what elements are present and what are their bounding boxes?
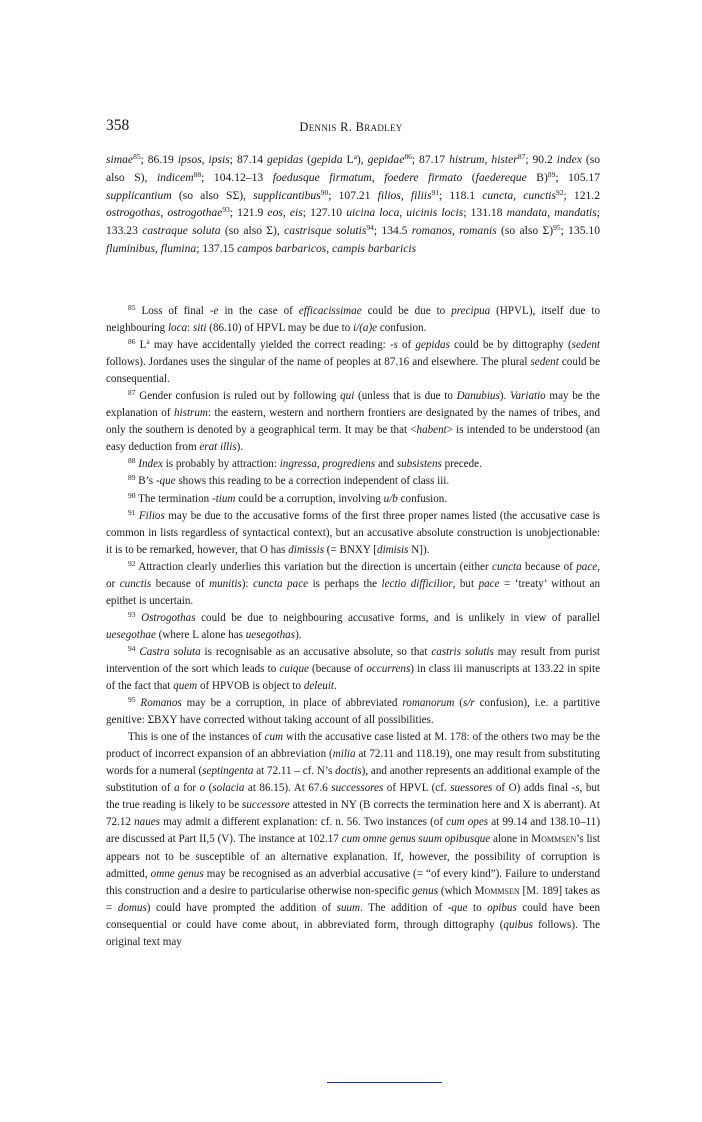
footnote: $^{94}$ Castra soluta is recognisable as an accusative absolute, so that castris solutis may result from purist intervention of the sort which leads to cuique (because of occurrens) in class iii manuscripts at 133.22 in spite of the fact that quem of HPVOB is object to deleuit. (106, 643, 600, 693)
footnote: $^{89}$ B’s -que shows this reading to be a correction independent of class iii. (128, 473, 450, 488)
footnotes (106, 303, 600, 951)
footnote: $^{91}$ Filios may be due to the accusative forms of the first three proper names listed (the accusative case is common in lists regardless of syntactical context), but an accusative absolute construction is unobjectionable: it is to be remarked, however, that O has dimissis (= BNXY [dimisis N]). (106, 507, 600, 556)
footnote: $^{93}$ Ostrogothas could be due to neighbouring accusative forms, and is unlikely in view of parallel uesegothae (where L alone has uesegothas). (106, 609, 600, 641)
footnote: $^{87}$ Gender confusion is ruled out by following qui (unless that is due to Danubius). Variatio may be the explanation of histrum: the eastern, western and northern frontiers are designated by the names of tribes, and only the southern is denoted by a geographical term. It may be that <habent> is intended to be understood (an easy deduction from erat illis). (106, 388, 601, 454)
continuation-paragraph: This is one of the instances of cum with the accusative case listed at M. 178: of the others two may be the product of incorrect expansion of an abbreviation (milia at 72.11 and 118.19), one may result from substituting words for a numeral (septingenta at 72.11 – cf. N’s doctis), and another represents an additional example of the substitution of a for o (solacia at 86.15). At 67.6 successores of HPVL (cf. suessores of O) adds final -s, but the true reading is likely to be successore attested in NY (B corrects the termination here and X is aberrant). At 72.12 naues may admit a different explanation: cf. n. 56. Two instances (of cum opes at 99.14 and 138.10–11) are discussed at Part II,5 (V). The instance at 102.17 cum omne genus suum opibusque alone in Mommsen’s list appears not to be susceptible of an alternative explanation. If, however, the possibility of corruption is admitted, omne genus may be recognised as an adverbial accusative (= “of every kind”). Failure to understand this construction and a desire to particularise otherwise non-specific genus (which Mommsen [M. 189] takes as = domus) could have prompted the addition of suum. The addition of -que to opibus could have been consequential or could have come about, in abbreviated form, through dittography (quibus follows). The original text may (106, 731, 601, 948)
footnote: $^{88}$ Index is probably by attraction: ingressa, progrediens and subsistens precede. (128, 456, 482, 471)
footnote: $^{92}$ Attraction clearly underlies this variation but the direction is uncertain (either cuncta because of pace, or cunctis because of munitis): cuncta pace is perhaps the lectio difficilior, but pace = ‘treaty’ without an epithet is uncertain. (106, 558, 601, 607)
running-title: Dennis R. Bradley (299, 120, 403, 134)
footnote: $^{95}$ Romanos may be a corruption, in place of abbreviated romanorum (s/r confusion), i.e. a partitive genitive: ΣBXY have corrected without taking account of all possibilities. (106, 695, 600, 727)
footer-rule (327, 1082, 442, 1083)
footnote: $^{90}$ The termination -tium could be a corruption, involving u/b confusion. (128, 490, 448, 505)
page-number: 358 (106, 117, 130, 134)
main-text: simae$^{85}$; 86.19 ipsos, ipsis; 87.14 gepidas (gepida $L^a$), gepidae$^{86}$; 87.17 histrum, hister$^{87}$; 90.2 index (so also S), indicem$^{88}$; 104.12–13 foedusque firmatum, foedere firmato (faedereque B)$^{89}$; 105.17 supplicantium (so also SΣ), supplicantibus$^{90}$; 107.21 filios, filiis$^{91}$; 118.1 cuncta, cunctis$^{92}$; 121.2 ostrogothas, ostrogothae$^{93}$; 121.9 eos, eis; 127.10 uicina loca, uicinis locis; 131.18 mandata, mandatis; 133.23 castraque soluta (so also Σ), castrisque solutis$^{94}$; 134.5 romanos, romanis (so also Σ)$^{95}$; 135.10 fluminibus, flumina; 137.15 campos barbaricos, campis barbaricis (106, 152, 601, 255)
footnote: $^{86}$ $L^a$ may have accidentally yielded the correct reading: -s of gepidas could be by dittography (sedent follows). Jordanes uses the singular of the name of peoples at 87.16 and elsewhere. The plural sedent could be consequential. (106, 337, 600, 386)
footnote: $^{85}$ Loss of final -e in the case of efficacissimae could be due to precipua (HPVL), itself due to neighbouring loca: siti (86.10) of HPVL may be due to i/(a)e confusion. (106, 303, 600, 335)
